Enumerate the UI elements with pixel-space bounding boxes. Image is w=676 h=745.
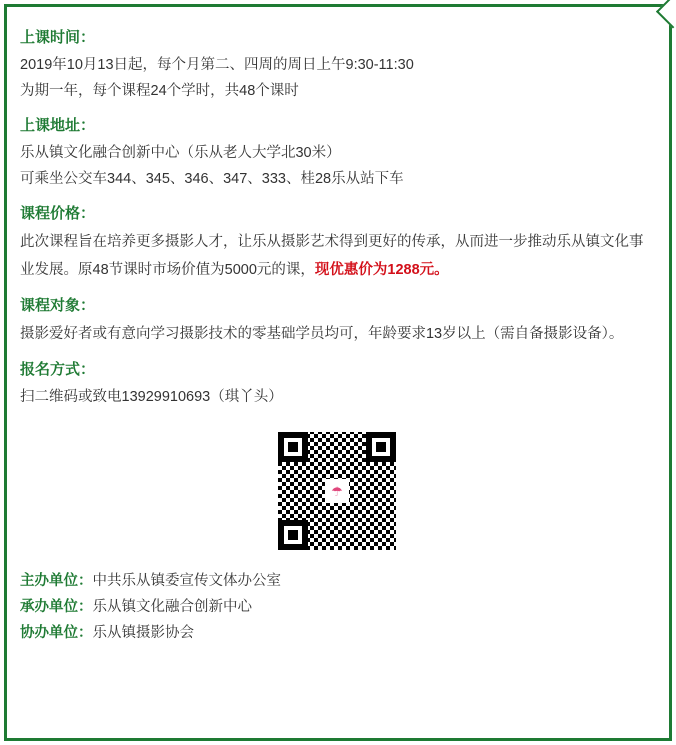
qr-finder-top-right-icon [366,432,396,462]
qr-code-icon[interactable] [278,432,396,550]
organizer-value-host: 中共乐从镇委宣传文体办公室 [92,573,281,589]
class-address-line-2: 可乘坐公交车344、345、346、347、333、桂28乐从站下车 [20,171,404,187]
course-price-paragraph [20,228,654,284]
qr-finder-bottom-left-icon [278,520,308,550]
section-title-course-audience: 课程对象： [20,297,96,314]
organizer-row-coorganizer [20,620,654,646]
qr-code-container [20,432,654,550]
organizer-row-host [20,568,654,594]
section-title-class-address: 上课地址： [20,117,96,134]
section-signup [20,356,654,410]
avatar-logo-icon: ☂ [325,479,349,503]
organizer-list [20,568,654,646]
class-address-line-1: 乐从镇文化融合创新中心（乐从老人大学北30米） [20,145,341,161]
course-price-discount: 现优惠价为1288元。 [314,262,449,278]
organizer-value-organizer: 乐从镇文化融合创新中心 [92,599,252,615]
signup-line-1: 扫二维码或致电13929910693（琪丫头） [20,389,283,405]
organizer-value-coorganizer: 乐从镇摄影协会 [92,625,194,641]
section-class-time [20,24,654,104]
organizer-label-host: 主办单位： [20,573,93,589]
qr-finder-top-left-icon [278,432,308,462]
organizer-label-organizer: 承办单位： [20,599,93,615]
section-title-course-price: 课程价格： [20,205,96,222]
section-course-audience [20,292,654,348]
class-time-line-1: 2019年10月13日起，每个月第二、四周的周日上午9:30-11:30 [20,57,414,73]
section-class-address [20,112,654,192]
class-time-line-2: 为期一年，每个课程24个学时，共48个课时 [20,83,299,99]
section-title-signup: 报名方式： [20,361,96,378]
course-audience-paragraph: 摄影爱好者或有意向学习摄影技术的零基础学员均可，年龄要求13岁以上（需自备摄影设备）。 [20,326,624,342]
section-course-price [20,200,654,284]
poster-content [20,16,654,729]
section-title-class-time: 上课时间： [20,29,96,46]
course-price-text: 此次课程旨在培养更多摄影人才，让乐从摄影艺术得到更好的传承，从而进一步推动乐从镇文化事业发展。原48节课时市场价值为5000元的课， [20,234,644,278]
organizer-label-coorganizer: 协办单位： [20,625,93,641]
organizer-row-organizer [20,594,654,620]
